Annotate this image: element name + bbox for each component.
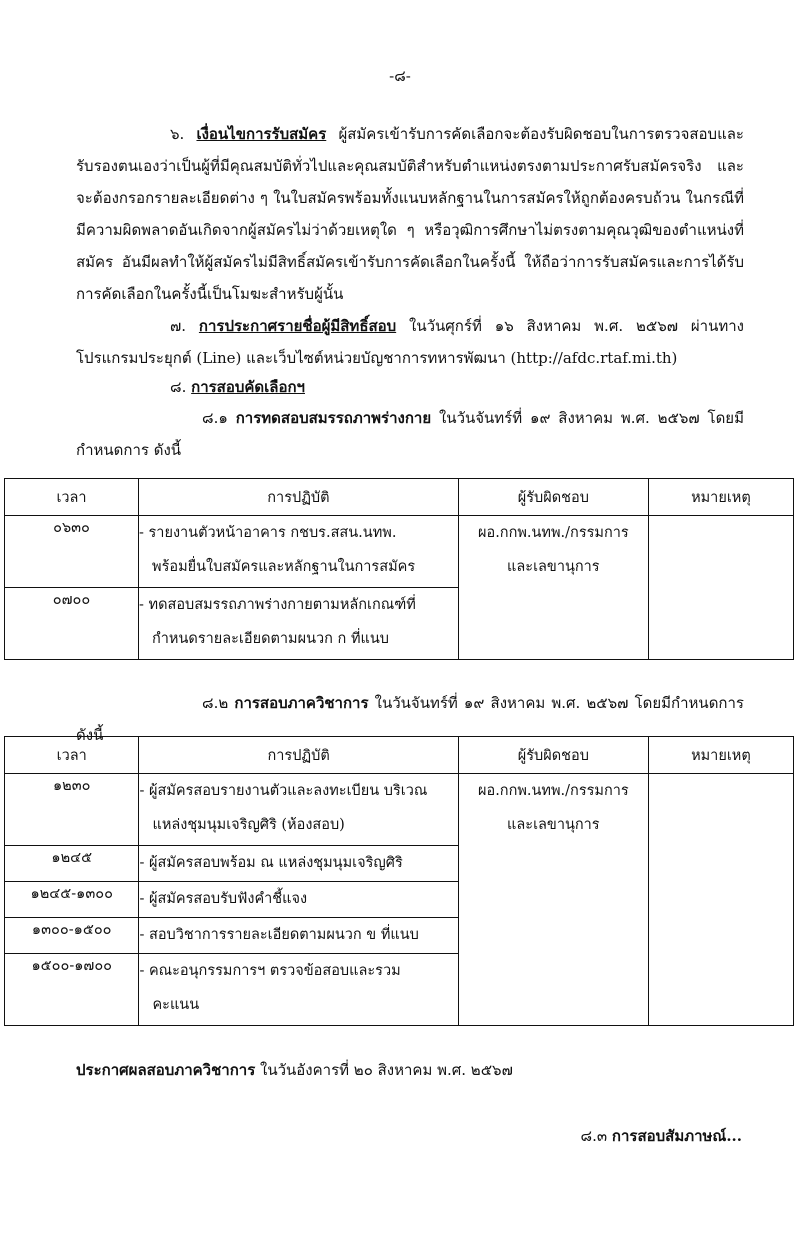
section-8-1-heading: การทดสอบสมรรถภาพร่างกาย bbox=[235, 409, 432, 427]
activity-line2: แหล่งชุมนุมเจริญศิริ (ห้องสอบ) bbox=[152, 817, 345, 833]
time-cell: ๑๒๔๕-๑๓๐๐ bbox=[5, 882, 139, 918]
section-7-num: ๗. bbox=[170, 317, 187, 335]
header-activity: การปฏิบัติ bbox=[139, 479, 459, 516]
section-8-1-paragraph bbox=[76, 402, 744, 466]
header-note: หมายเหตุ bbox=[648, 737, 793, 774]
responsible-line2: และเลขานุการ bbox=[507, 817, 600, 833]
activity-line1: - ผู้สมัครสอบพร้อม ณ แหล่งชุมนุมเจริญศิริ bbox=[139, 855, 403, 871]
section-7-text: ในวันศุกร์ที่ ๑๖ สิงหาคม พ.ศ. ๒๕๖๗ ผ่านทางโปรแกรมประยุกต์ (Line) และเว็บไซต์หน่วยบัญชาการทหารพัฒนา (http://afdc.rtaf.mi.th) bbox=[76, 317, 744, 367]
responsible-line1: ผอ.กกพ.นทพ./กรรมการ bbox=[477, 525, 629, 541]
activity-cell bbox=[139, 918, 458, 954]
next-num: ๘.๓ bbox=[580, 1127, 608, 1145]
activity-cell bbox=[139, 954, 458, 1026]
activity-cell bbox=[139, 588, 459, 660]
section-6-num: ๖. bbox=[170, 125, 185, 143]
schedule-table-physical bbox=[4, 478, 794, 660]
activity-line1: - คณะอนุกรรมการฯ ตรวจข้อสอบและรวม bbox=[139, 963, 401, 979]
section-7-heading: การประกาศรายชื่อผู้มีสิทธิ์สอบ bbox=[198, 317, 397, 335]
time-cell: ๑๓๐๐-๑๕๐๐ bbox=[5, 918, 139, 954]
header-responsible: ผู้รับผิดชอบ bbox=[458, 737, 648, 774]
header-activity: การปฏิบัติ bbox=[139, 737, 458, 774]
activity-cell bbox=[139, 516, 459, 588]
activity-line2: กำหนดรายละเอียดตามผนวก ก ที่แนบ bbox=[152, 631, 389, 647]
time-cell: ๐๗๐๐ bbox=[5, 588, 139, 660]
activity-line1: - ทดสอบสมรรถภาพร่างกายตามหลักเกณฑ์ที่ bbox=[139, 597, 416, 613]
section-8-1-text: ในวันจันทร์ที่ ๑๙ สิงหาคม พ.ศ. ๒๕๖๗ โดยมีกำหนดการ ดังนี้ bbox=[76, 409, 744, 459]
section-8-heading-line bbox=[76, 371, 744, 403]
table-header-row bbox=[5, 479, 794, 516]
responsible-cell bbox=[458, 774, 648, 1026]
header-note: หมายเหตุ bbox=[648, 479, 793, 516]
announce-heading: ประกาศผลสอบภาควิชาการ bbox=[76, 1061, 256, 1079]
schedule-table-academic bbox=[4, 736, 794, 1026]
activity-line1: - ผู้สมัครสอบรับฟังคำชี้แจง bbox=[139, 891, 308, 907]
note-cell bbox=[648, 774, 793, 1026]
activity-line1: - ผู้สมัครสอบรายงานตัวและลงทะเบียน บริเวณ bbox=[139, 783, 428, 799]
page-number: -๘- bbox=[389, 67, 411, 85]
responsible-line2: และเลขานุการ bbox=[507, 559, 600, 575]
table-header-row bbox=[5, 737, 794, 774]
activity-line1: - สอบวิชาการรายละเอียดตามผนวก ข ที่แนบ bbox=[139, 927, 419, 943]
section-8-2-text: ในวันจันทร์ที่ ๑๙ สิงหาคม พ.ศ. ๒๕๖๗ โดยมีกำหนดการ ดังนี้ bbox=[76, 694, 744, 744]
section-6-paragraph bbox=[76, 118, 744, 310]
activity-line2: พร้อมยื่นใบสมัครและหลักฐานในการสมัคร bbox=[152, 559, 416, 575]
time-cell: ๑๒๓๐ bbox=[5, 774, 139, 846]
note-cell bbox=[648, 516, 793, 660]
activity-cell bbox=[139, 882, 458, 918]
header-time: เวลา bbox=[5, 479, 139, 516]
section-6-text-line1: ผู้สมัครเข้ารับการคัดเลือกจะต้องรับผิดชอบในการตรวจสอบและ bbox=[338, 125, 744, 143]
table-row bbox=[5, 516, 794, 588]
header-responsible: ผู้รับผิดชอบ bbox=[458, 479, 648, 516]
section-6-heading: เงื่อนไขการรับสมัคร bbox=[196, 125, 327, 143]
time-cell: ๐๖๓๐ bbox=[5, 516, 139, 588]
next-heading: การสอบสัมภาษณ์... bbox=[611, 1127, 742, 1145]
activity-cell bbox=[139, 774, 458, 846]
section-6-text: รับรองตนเองว่าเป็นผู้ที่มีคุณสมบัติทั่วไปและคุณสมบัติสำหรับตำแหน่งตรงตามประกาศรับสมัครจริง และจะต้องกรอกรายละเอียดต่าง ๆ ในใบสมัครพร้อมทั้งแนบหลักฐานในการสมัครให้ถูกต้องครบถ้วน ในกรณีที่มีความผิดพลาดอันเกิดจากผู้สมัครไม่ว่าด้วยเหตุใด ๆ หรือวุฒิการศึกษาไม่ตรงตามคุณวุฒิของตำแหน่งที่สมัคร อันมีผลทำให้ผู้สมัครไม่มีสิทธิ์สมัครเข้ารับการคัดเลือกในครั้งนี้ ให้ถือว่าการรับสมัครและการได้รับการคัดเลือกในครั้งนี้เป็นโมฆะสำหรับผู้นั้น bbox=[76, 157, 744, 303]
section-7-paragraph bbox=[76, 310, 744, 374]
time-cell: ๑๒๔๕ bbox=[5, 846, 139, 882]
activity-cell bbox=[139, 846, 458, 882]
activity-line2: คะแนน bbox=[152, 997, 200, 1013]
section-8-num: ๘. bbox=[170, 378, 187, 396]
announce-paragraph bbox=[76, 1054, 744, 1086]
section-8-2-heading: การสอบภาควิชาการ bbox=[234, 694, 369, 712]
section-8-1-num: ๘.๑ bbox=[202, 409, 228, 427]
section-8-2-num: ๘.๒ bbox=[202, 694, 229, 712]
section-8-heading: การสอบคัดเลือกฯ bbox=[191, 378, 305, 396]
responsible-line1: ผอ.กกพ.นทพ./กรรมการ bbox=[477, 783, 629, 799]
responsible-cell bbox=[458, 516, 648, 660]
header-time: เวลา bbox=[5, 737, 139, 774]
next-section-continuation bbox=[581, 1124, 742, 1148]
time-cell: ๑๕๐๐-๑๗๐๐ bbox=[5, 954, 139, 1026]
activity-line1: - รายงานตัวหน้าอาคาร กชบร.สสน.นทพ. bbox=[139, 525, 397, 541]
table-row bbox=[5, 774, 794, 846]
announce-text: ในวันอังคารที่ ๒๐ สิงหาคม พ.ศ. ๒๕๖๗ bbox=[260, 1061, 513, 1079]
